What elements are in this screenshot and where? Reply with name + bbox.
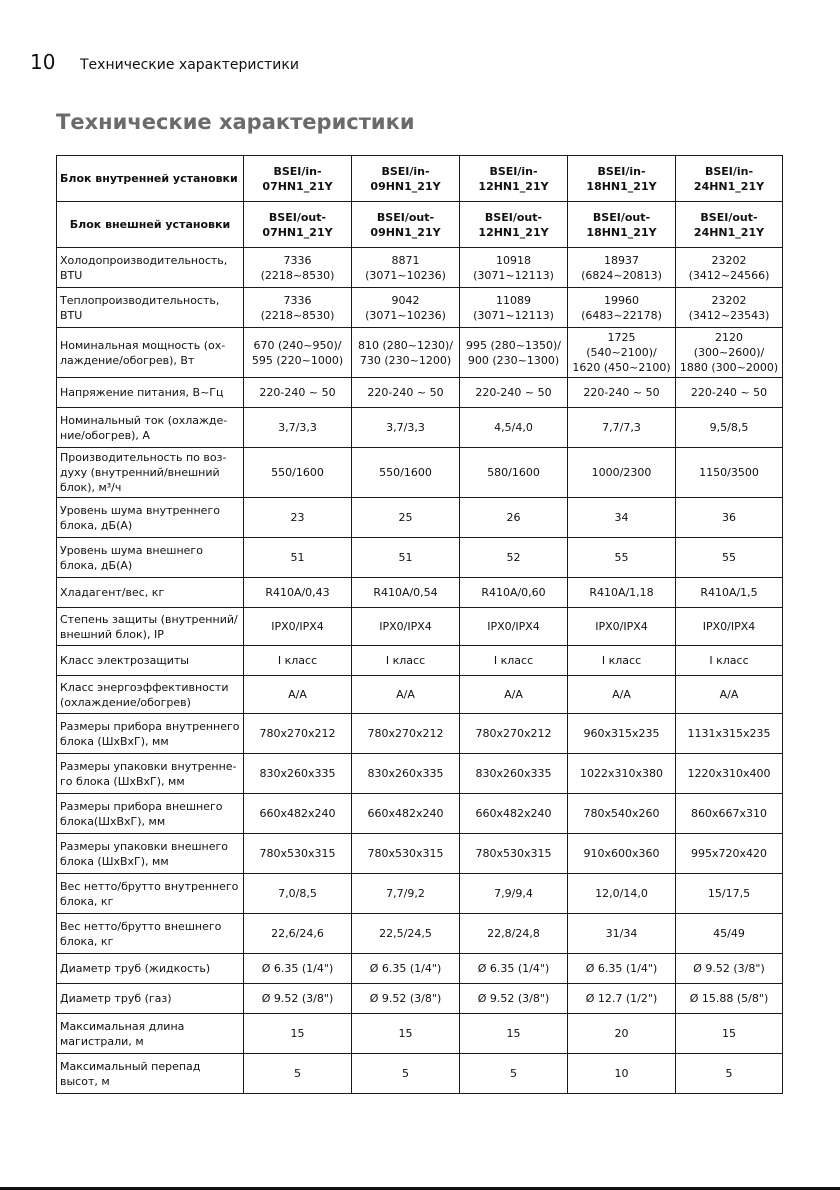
value-cell: IPX0/IPX4 <box>244 608 352 646</box>
value-cell: R410A/0,54 <box>352 578 460 608</box>
value-cell: 9,5/8,5 <box>676 408 783 448</box>
value-cell: 220-240 ~ 50 <box>244 378 352 408</box>
value-cell: 15/17,5 <box>676 874 783 914</box>
value-cell: 830x260x335 <box>244 754 352 794</box>
value-cell: A/A <box>460 676 568 714</box>
row-label: Вес нетто/брутто внутреннего блока, кг <box>57 874 244 914</box>
value-cell: 23 <box>244 498 352 538</box>
value-cell: 15 <box>676 1014 783 1054</box>
value-cell: 550/1600 <box>244 448 352 498</box>
value-cell: R410A/1,18 <box>568 578 676 608</box>
row-label: Максимальный перепад высот, м <box>57 1054 244 1094</box>
value-cell: Ø 9.52 (3/8") <box>244 984 352 1014</box>
value-cell: IPX0/IPX4 <box>352 608 460 646</box>
table-row <box>57 646 783 676</box>
table-row <box>57 676 783 714</box>
row-label: Размеры упаковки внутренне- го блока (ШхВхГ), мм <box>57 754 244 794</box>
value-cell: IPX0/IPX4 <box>568 608 676 646</box>
value-cell: 670 (240~950)/ 595 (220~1000) <box>244 328 352 378</box>
table-row <box>57 202 783 248</box>
value-cell: 7,7/7,3 <box>568 408 676 448</box>
value-cell: 1725 (540~2100)/ 1620 (450~2100) <box>568 328 676 378</box>
value-cell: 3,7/3,3 <box>352 408 460 448</box>
value-cell: A/A <box>244 676 352 714</box>
value-cell: 9042 (3071~10236) <box>352 288 460 328</box>
value-cell: 5 <box>460 1054 568 1094</box>
table-row <box>57 914 783 954</box>
model-cell: BSEI/out- 07HN1_21Y <box>244 202 352 248</box>
value-cell: 55 <box>568 538 676 578</box>
value-cell: R410A/1,5 <box>676 578 783 608</box>
value-cell: 10 <box>568 1054 676 1094</box>
table-row <box>57 378 783 408</box>
value-cell: 830x260x335 <box>460 754 568 794</box>
row-label: Степень защиты (внутренний/ внешний блок), IP <box>57 608 244 646</box>
value-cell: 5 <box>244 1054 352 1094</box>
table-row <box>57 288 783 328</box>
model-cell: BSEI/out- 09HN1_21Y <box>352 202 460 248</box>
value-cell: 8871 (3071~10236) <box>352 248 460 288</box>
value-cell: 22,8/24,8 <box>460 914 568 954</box>
value-cell: 7,9/9,4 <box>460 874 568 914</box>
value-cell: I класс <box>460 646 568 676</box>
value-cell: 23202 (3412~24566) <box>676 248 783 288</box>
table-row <box>57 954 783 984</box>
value-cell: 220-240 ~ 50 <box>676 378 783 408</box>
table-row <box>57 714 783 754</box>
value-cell: 23202 (3412~23543) <box>676 288 783 328</box>
row-label: Уровень шума внешнего блока, дБ(А) <box>57 538 244 578</box>
value-cell: 220-240 ~ 50 <box>568 378 676 408</box>
row-label: Хладагент/вес, кг <box>57 578 244 608</box>
value-cell: 660x482x240 <box>352 794 460 834</box>
value-cell: 220-240 ~ 50 <box>460 378 568 408</box>
value-cell: Ø 6.35 (1/4") <box>460 954 568 984</box>
model-cell: BSEI/in- 18HN1_21Y <box>568 156 676 202</box>
table-row <box>57 1014 783 1054</box>
value-cell: Ø 9.52 (3/8") <box>676 954 783 984</box>
value-cell: 11089 (3071~12113) <box>460 288 568 328</box>
value-cell: A/A <box>568 676 676 714</box>
row-label: Напряжение питания, В~Гц <box>57 378 244 408</box>
value-cell: 2120 (300~2600)/ 1880 (300~2000) <box>676 328 783 378</box>
table-row <box>57 448 783 498</box>
table-row <box>57 408 783 448</box>
value-cell: 4,5/4,0 <box>460 408 568 448</box>
value-cell: 20 <box>568 1014 676 1054</box>
value-cell: 3,7/3,3 <box>244 408 352 448</box>
row-label: Производительность по воз- духу (внутренний/внешний блок), м³/ч <box>57 448 244 498</box>
model-cell: BSEI/in- 12HN1_21Y <box>460 156 568 202</box>
value-cell: 1022x310x380 <box>568 754 676 794</box>
value-cell: 1150/3500 <box>676 448 783 498</box>
model-cell: BSEI/in- 07HN1_21Y <box>244 156 352 202</box>
table-row <box>57 248 783 288</box>
value-cell: 780x530x315 <box>244 834 352 874</box>
value-cell: I класс <box>676 646 783 676</box>
value-cell: Ø 15.88 (5/8") <box>676 984 783 1014</box>
row-label: Класс энергоэффективности (охлаждение/обогрев) <box>57 676 244 714</box>
value-cell: 51 <box>244 538 352 578</box>
model-cell: BSEI/in- 24HN1_21Y <box>676 156 783 202</box>
value-cell: Ø 6.35 (1/4") <box>352 954 460 984</box>
value-cell: R410A/0,43 <box>244 578 352 608</box>
value-cell: 7,0/8,5 <box>244 874 352 914</box>
value-cell: Ø 12.7 (1/2") <box>568 984 676 1014</box>
table-row <box>57 156 783 202</box>
value-cell: I класс <box>352 646 460 676</box>
spec-table <box>56 155 783 1094</box>
row-label: Размеры прибора внутреннего блока (ШхВхГ), мм <box>57 714 244 754</box>
value-cell: 580/1600 <box>460 448 568 498</box>
table-row <box>57 794 783 834</box>
value-cell: 830x260x335 <box>352 754 460 794</box>
value-cell: 31/34 <box>568 914 676 954</box>
value-cell: 780x270x212 <box>460 714 568 754</box>
value-cell: 995x720x420 <box>676 834 783 874</box>
value-cell: 810 (280~1230)/ 730 (230~1200) <box>352 328 460 378</box>
table-row <box>57 608 783 646</box>
row-label: Максимальная длина магистрали, м <box>57 1014 244 1054</box>
value-cell: 26 <box>460 498 568 538</box>
value-cell: IPX0/IPX4 <box>460 608 568 646</box>
table-row <box>57 498 783 538</box>
value-cell: 36 <box>676 498 783 538</box>
table-row <box>57 754 783 794</box>
spec-table-body <box>57 156 783 1094</box>
value-cell: 25 <box>352 498 460 538</box>
value-cell: 51 <box>352 538 460 578</box>
value-cell: 960x315x235 <box>568 714 676 754</box>
value-cell: Ø 9.52 (3/8") <box>352 984 460 1014</box>
model-cell: BSEI/out- 18HN1_21Y <box>568 202 676 248</box>
value-cell: 780x540x260 <box>568 794 676 834</box>
value-cell: 660x482x240 <box>460 794 568 834</box>
value-cell: 660x482x240 <box>244 794 352 834</box>
value-cell: 45/49 <box>676 914 783 954</box>
value-cell: 7336 (2218~8530) <box>244 248 352 288</box>
row-label: Класс электрозащиты <box>57 646 244 676</box>
value-cell: 860x667x310 <box>676 794 783 834</box>
page-title: Технические характеристики <box>56 110 415 134</box>
value-cell: 22,5/24,5 <box>352 914 460 954</box>
model-cell: BSEI/out- 24HN1_21Y <box>676 202 783 248</box>
value-cell: 22,6/24,6 <box>244 914 352 954</box>
table-row <box>57 834 783 874</box>
value-cell: Ø 6.35 (1/4") <box>244 954 352 984</box>
model-cell: BSEI/out- 12HN1_21Y <box>460 202 568 248</box>
row-label: Размеры упаковки внешнего блока (ШхВхГ), мм <box>57 834 244 874</box>
value-cell: 18937 (6824~20813) <box>568 248 676 288</box>
row-label: Холодопроизводительность, BTU <box>57 248 244 288</box>
value-cell: 15 <box>460 1014 568 1054</box>
value-cell: 780x530x315 <box>460 834 568 874</box>
value-cell: 55 <box>676 538 783 578</box>
value-cell: IPX0/IPX4 <box>676 608 783 646</box>
value-cell: 7336 (2218~8530) <box>244 288 352 328</box>
value-cell: 10918 (3071~12113) <box>460 248 568 288</box>
value-cell: 780x270x212 <box>352 714 460 754</box>
row-label: Диаметр труб (жидкость) <box>57 954 244 984</box>
table-row <box>57 328 783 378</box>
value-cell: 12,0/14,0 <box>568 874 676 914</box>
table-row <box>57 538 783 578</box>
value-cell: I класс <box>568 646 676 676</box>
table-row <box>57 984 783 1014</box>
value-cell: I класс <box>244 646 352 676</box>
value-cell: 15 <box>352 1014 460 1054</box>
page-number: 10 <box>30 50 56 74</box>
value-cell: 995 (280~1350)/ 900 (230~1300) <box>460 328 568 378</box>
row-label: Диаметр труб (газ) <box>57 984 244 1014</box>
value-cell: 780x270x212 <box>244 714 352 754</box>
value-cell: 15 <box>244 1014 352 1054</box>
value-cell: 1131x315x235 <box>676 714 783 754</box>
value-cell: 52 <box>460 538 568 578</box>
value-cell: 5 <box>352 1054 460 1094</box>
row-label: Теплопроизводительность, BTU <box>57 288 244 328</box>
value-cell: 550/1600 <box>352 448 460 498</box>
value-cell: 780x530x315 <box>352 834 460 874</box>
row-label: Блок внутренней установки <box>57 156 244 202</box>
value-cell: 910x600x360 <box>568 834 676 874</box>
value-cell: A/A <box>352 676 460 714</box>
value-cell: A/A <box>676 676 783 714</box>
row-label: Номинальная мощность (ох- лаждение/обогрев), Вт <box>57 328 244 378</box>
value-cell: R410A/0,60 <box>460 578 568 608</box>
value-cell: 1000/2300 <box>568 448 676 498</box>
value-cell: 34 <box>568 498 676 538</box>
row-label: Уровень шума внутреннего блока, дБ(А) <box>57 498 244 538</box>
table-row <box>57 578 783 608</box>
page-header <box>30 50 299 76</box>
value-cell: Ø 6.35 (1/4") <box>568 954 676 984</box>
row-label: Номинальный ток (охлажде- ние/обогрев), А <box>57 408 244 448</box>
value-cell: 7,7/9,2 <box>352 874 460 914</box>
value-cell: Ø 9.52 (3/8") <box>460 984 568 1014</box>
row-label: Блок внешней установки <box>57 202 244 248</box>
value-cell: 1220x310x400 <box>676 754 783 794</box>
table-row <box>57 1054 783 1094</box>
header-title: Технические характеристики <box>80 57 299 73</box>
row-label: Вес нетто/брутто внешнего блока, кг <box>57 914 244 954</box>
row-label: Размеры прибора внешнего блока(ШхВхГ), мм <box>57 794 244 834</box>
value-cell: 220-240 ~ 50 <box>352 378 460 408</box>
value-cell: 19960 (6483~22178) <box>568 288 676 328</box>
table-row <box>57 874 783 914</box>
model-cell: BSEI/in- 09HN1_21Y <box>352 156 460 202</box>
value-cell: 5 <box>676 1054 783 1094</box>
